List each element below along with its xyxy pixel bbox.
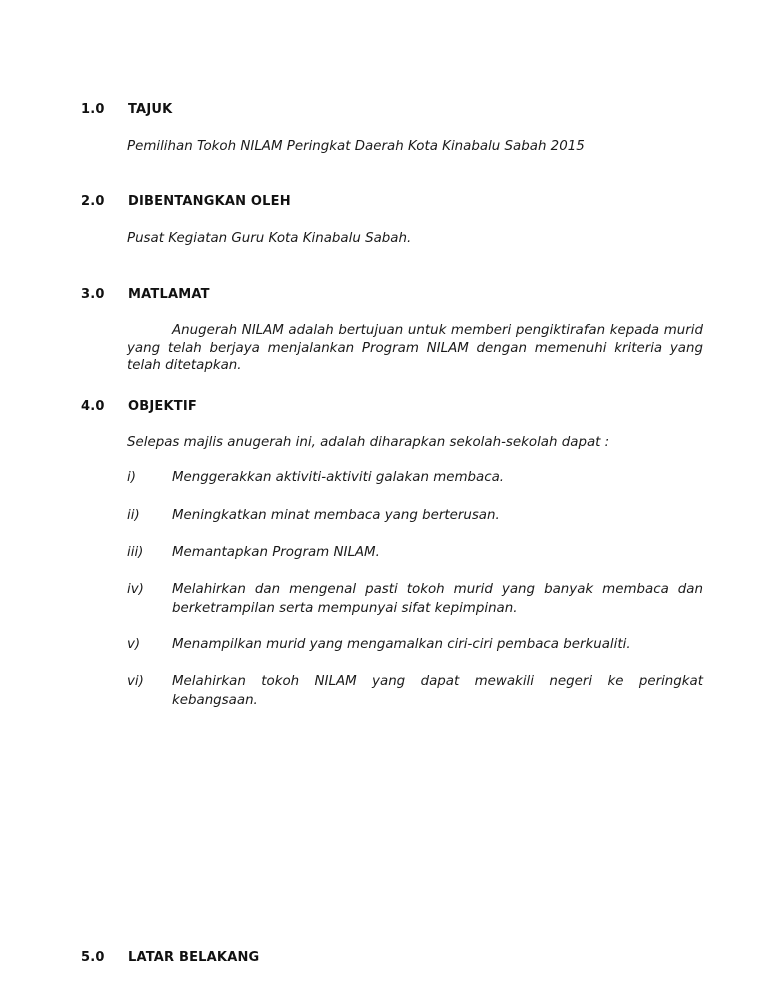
objective-item-2-text: Meningkatkan minat membaca yang berterusan.: [172, 508, 500, 523]
section-2-heading: DIBENTANGKAN OLEH: [128, 194, 291, 209]
objective-item-4-marker: iv): [127, 582, 144, 597]
objective-item-3-marker: iii): [127, 545, 144, 560]
section-4-intro: Selepas majlis anugerah ini, adalah diharapkan sekolah-sekolah dapat :: [127, 435, 610, 450]
section-1-text: Pemilihan Tokoh NILAM Peringkat Daerah Kota Kinabalu Sabah 2015: [127, 139, 585, 154]
objective-item-3-text: Memantapkan Program NILAM.: [172, 545, 380, 560]
objective-item-5-text: Menampilkan murid yang mengamalkan ciri-ciri pembaca berkualiti.: [172, 637, 631, 652]
objective-item-6-marker: vi): [127, 674, 144, 689]
section-3-text: Anugerah NILAM adalah bertujuan untuk memberi pengiktirafan kepada murid yang telah berjaya menjalankan Program NILAM dengan memenuhi kriteria yang telah ditetapkan.: [127, 323, 703, 373]
section-4-number: 4.0: [81, 399, 105, 414]
objective-item-4-text: Melahirkan dan mengenal pasti tokoh murid yang banyak membaca dan berketrampilan serta mempunyai sifat kepimpinan.: [172, 582, 703, 616]
section-3-heading: MATLAMAT: [128, 287, 210, 302]
section-2-text: Pusat Kegiatan Guru Kota Kinabalu Sabah.: [127, 231, 412, 246]
objective-item-1-marker: i): [127, 470, 136, 485]
section-1-number: 1.0: [81, 102, 105, 117]
objective-item-5-marker: v): [127, 637, 141, 652]
objective-item-2-marker: ii): [127, 508, 140, 523]
section-2-number: 2.0: [81, 194, 105, 209]
section-3-number: 3.0: [81, 287, 105, 302]
section-5-heading: LATAR BELAKANG: [128, 950, 260, 965]
section-4-heading: OBJEKTIF: [128, 399, 197, 414]
section-5-number: 5.0: [81, 950, 105, 965]
section-1-heading: TAJUK: [128, 102, 173, 117]
objective-item-6-text: Melahirkan tokoh NILAM yang dapat mewakili negeri ke peringkat kebangsaan.: [172, 674, 703, 708]
objective-item-1-text: Menggerakkan aktiviti-aktiviti galakan membaca.: [172, 470, 505, 485]
